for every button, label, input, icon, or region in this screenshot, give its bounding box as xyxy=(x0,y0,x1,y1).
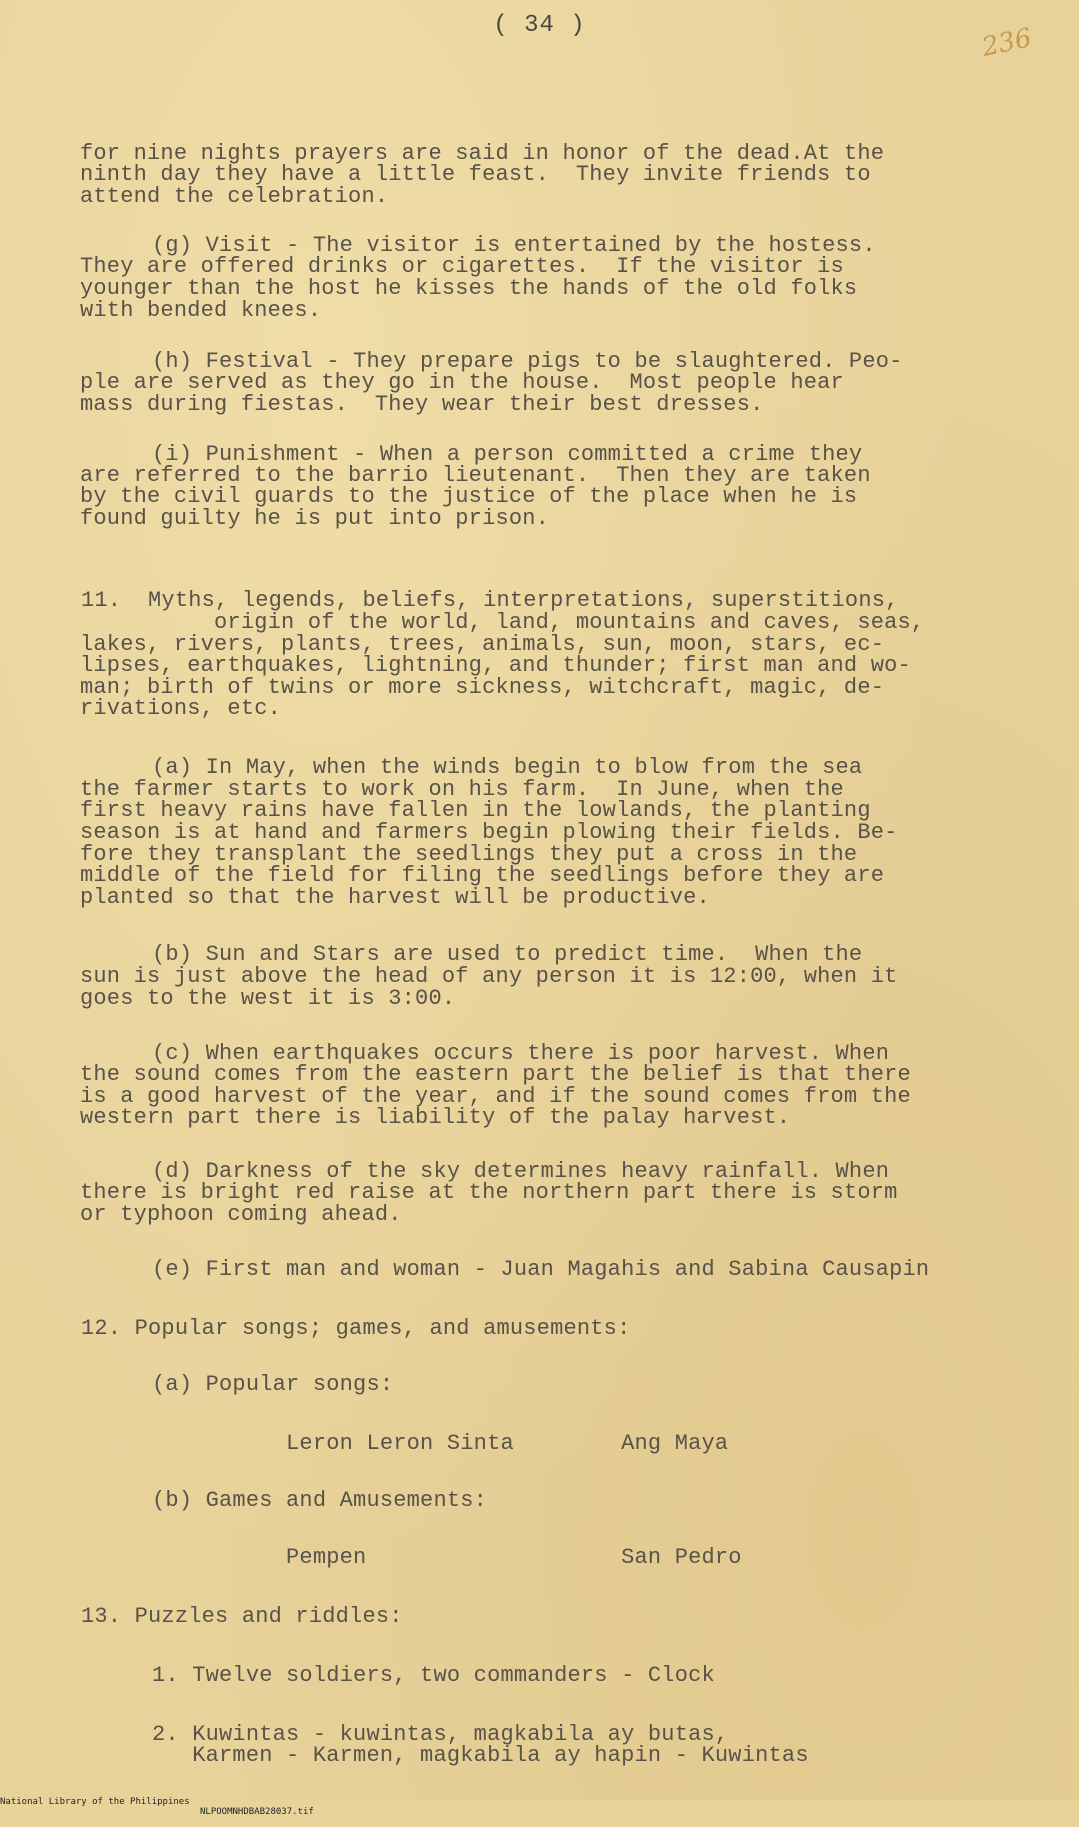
text-line: the farmer starts to work on his farm. In June, when the xyxy=(80,777,844,802)
text-line: (e) First man and woman - Juan Magahis and Sabina Causapin xyxy=(85,1257,930,1282)
text-line: lakes, rivers, plants, trees, animals, sun, moon, stars, ec- xyxy=(80,632,885,657)
text-line: (c) When earthquakes occurs there is poor harvest. When xyxy=(85,1041,890,1066)
text-line: (a) In May, when the winds begin to blow from the sea xyxy=(85,755,863,780)
text-line: for nine nights prayers are said in honor of the dead.At the xyxy=(80,141,885,166)
scan-footer xyxy=(0,1787,1079,1827)
text-line: there is bright red raise at the northern part there is storm xyxy=(80,1180,898,1205)
handwritten-page-mark: 236 xyxy=(979,23,1035,63)
text-line: Pempen San Pedro xyxy=(85,1545,742,1570)
text-line: are referred to the barrio lieutenant. Then they are taken xyxy=(80,463,871,488)
text-line: (b) Sun and Stars are used to predict time. When the xyxy=(85,942,863,967)
text-line: They are offered drinks or cigarettes. If the visitor is xyxy=(80,254,844,279)
page-number: ( 34 ) xyxy=(493,12,586,39)
text-line: attend the celebration. xyxy=(80,184,389,209)
text-line: (i) Punishment - When a person committed a crime they xyxy=(85,442,863,467)
text-line: is a good harvest of the year, and if the sound comes from the xyxy=(80,1084,911,1109)
text-line: man; birth of twins or more sickness, witchcraft, magic, de- xyxy=(80,675,885,700)
text-line: mass during fiestas. They wear their best dresses. xyxy=(80,392,764,417)
text-line: rivations, etc. xyxy=(80,696,282,721)
text-line: Leron Leron Sinta Ang Maya xyxy=(85,1431,729,1456)
text-line: (h) Festival - They prepare pigs to be slaughtered. Peo- xyxy=(85,349,903,374)
text-line: goes to the west it is 3:00. xyxy=(80,986,456,1011)
text-line: planted so that the harvest will be productive. xyxy=(80,885,710,910)
text-line: ple are served as they go in the house. Most people hear xyxy=(80,370,844,395)
text-line: first heavy rains have fallen in the lowlands, the planting xyxy=(80,798,871,823)
text-line: sun is just above the head of any person it is 12:00, when it xyxy=(80,964,898,989)
footer-file-name: NLPOOMNHDBAB28037.tif xyxy=(200,1807,314,1817)
text-line: 12. Popular songs; games, and amusements: xyxy=(81,1316,631,1341)
text-line: Karmen - Karmen, magkabila ay hapin - Kuwintas xyxy=(85,1743,809,1768)
text-line: middle of the field for filing the seedlings before they are xyxy=(80,863,885,888)
text-line: by the civil guards to the justice of the place when he is xyxy=(80,484,858,509)
text-line: younger than the host he kisses the hands of the old folks xyxy=(80,276,858,301)
text-line: 1. Twelve soldiers, two commanders - Clock xyxy=(85,1663,715,1688)
text-line: (b) Games and Amusements: xyxy=(85,1488,488,1513)
text-line: (d) Darkness of the sky determines heavy rainfall. When xyxy=(85,1159,890,1184)
text-line: 13. Puzzles and riddles: xyxy=(81,1604,403,1629)
text-line: western part there is liability of the palay harvest. xyxy=(80,1105,791,1130)
text-line: 2. Kuwintas - kuwintas, magkabila ay butas, xyxy=(85,1722,729,1747)
text-line: with bended knees. xyxy=(80,298,322,323)
text-line: the sound comes from the eastern part the belief is that there xyxy=(80,1062,911,1087)
text-line: fore they transplant the seedlings they put a cross in the xyxy=(80,842,858,867)
footer-library-name: National Library of the Philippines xyxy=(0,1797,190,1807)
text-line: origin of the world, land, mountains and caves, seas, xyxy=(80,610,925,635)
text-line: found guilty he is put into prison. xyxy=(80,506,550,531)
text-line: (a) Popular songs: xyxy=(85,1372,394,1397)
text-line: 11. Myths, legends, beliefs, interpretations, superstitions, xyxy=(81,588,899,613)
text-line: season is at hand and farmers begin plowing their fields. Be- xyxy=(80,820,898,845)
text-line: or typhoon coming ahead. xyxy=(80,1202,402,1227)
text-line: (g) Visit - The visitor is entertained by the hostess. xyxy=(85,233,876,258)
text-line: lipses, earthquakes, lightning, and thunder; first man and wo- xyxy=(80,653,911,678)
text-line: ninth day they have a little feast. They invite friends to xyxy=(80,162,871,187)
